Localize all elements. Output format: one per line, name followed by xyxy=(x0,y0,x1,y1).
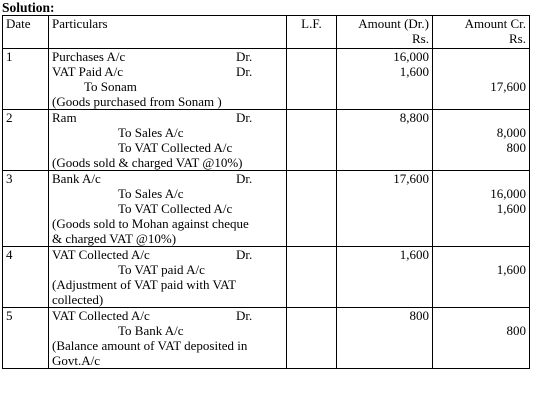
entry-lf xyxy=(287,247,337,308)
entry-particulars xyxy=(49,110,287,171)
entry-particulars xyxy=(49,171,287,247)
particulars-text: & charged VAT @10%) xyxy=(52,231,177,246)
credit-amount: 8,000 xyxy=(496,125,526,140)
debit-amount: 1,600 xyxy=(399,64,429,79)
entry-particulars xyxy=(49,247,287,308)
header-date: Date xyxy=(3,16,49,49)
entry-amount-cr xyxy=(433,110,530,171)
credit-amount xyxy=(436,155,526,170)
entry-amount-cr xyxy=(433,308,530,369)
particulars-line xyxy=(52,262,283,277)
journal-entry-row xyxy=(3,49,530,110)
header-amount-cr-line2: Rs. xyxy=(509,31,526,46)
credit-amount xyxy=(436,338,526,353)
debit-amount xyxy=(340,262,429,277)
header-amount-dr xyxy=(337,16,433,49)
credit-amount xyxy=(436,110,526,125)
entry-amount-dr xyxy=(337,110,433,171)
particulars-line xyxy=(52,94,283,109)
particulars-text: (Goods sold to Mohan against cheque xyxy=(52,216,249,231)
solution-heading: Solution: xyxy=(2,0,55,15)
debit-marker: Dr. xyxy=(236,64,253,79)
entry-lf xyxy=(287,308,337,369)
debit-amount: 1,600 xyxy=(399,247,429,262)
particulars-text: (Adjustment of VAT paid with VAT xyxy=(52,277,237,292)
debit-amount xyxy=(340,216,429,231)
particulars-line xyxy=(52,140,283,155)
debit-amount xyxy=(340,94,429,109)
particulars-text: collected) xyxy=(52,292,104,307)
particulars-text: (Balance amount of VAT deposited in xyxy=(52,338,248,353)
entry-amount-cr xyxy=(433,171,530,247)
debit-marker: Dr. xyxy=(236,171,253,186)
credit-amount xyxy=(436,64,526,79)
particulars-line xyxy=(52,231,283,246)
debit-amount xyxy=(340,155,429,170)
journal-entry-row xyxy=(3,171,530,247)
table-header-row xyxy=(3,16,530,49)
particulars-line xyxy=(52,171,283,186)
particulars-text: To Sales A/c xyxy=(118,186,184,201)
debit-amount xyxy=(340,277,429,292)
debit-amount xyxy=(340,125,429,140)
particulars-text: To Bank A/c xyxy=(118,323,184,338)
credit-amount xyxy=(436,216,526,231)
credit-amount xyxy=(436,94,526,109)
journal-body xyxy=(3,49,530,369)
credit-amount xyxy=(436,292,526,307)
credit-amount xyxy=(436,49,526,64)
particulars-line xyxy=(52,216,283,231)
journal-table xyxy=(2,15,530,369)
entry-date: 4 xyxy=(3,247,49,308)
particulars-line xyxy=(52,353,283,368)
entry-particulars xyxy=(49,308,287,369)
credit-amount: 800 xyxy=(506,323,526,338)
debit-amount xyxy=(340,323,429,338)
debit-marker: Dr. xyxy=(236,247,253,262)
particulars-text: (Goods sold & charged VAT @10%) xyxy=(52,155,243,170)
entry-amount-dr xyxy=(337,247,433,308)
entry-amount-dr xyxy=(337,171,433,247)
credit-amount xyxy=(436,231,526,246)
particulars-text: VAT Collected A/c xyxy=(52,247,150,262)
particulars-line xyxy=(52,79,283,94)
particulars-line xyxy=(52,292,283,307)
debit-amount xyxy=(340,201,429,216)
credit-amount: 17,600 xyxy=(490,79,526,94)
entry-date: 2 xyxy=(3,110,49,171)
header-amount-dr-line2: Rs. xyxy=(412,31,429,46)
entry-lf xyxy=(287,110,337,171)
particulars-line xyxy=(52,125,283,140)
journal-entry-row xyxy=(3,110,530,171)
debit-marker: Dr. xyxy=(236,110,253,125)
particulars-text: To Sonam xyxy=(84,79,137,94)
entry-date: 5 xyxy=(3,308,49,369)
header-amount-cr xyxy=(433,16,530,49)
particulars-text: (Goods purchased from Sonam ) xyxy=(52,94,222,109)
debit-amount xyxy=(340,292,429,307)
credit-amount: 1,600 xyxy=(496,201,526,216)
credit-amount xyxy=(436,171,526,186)
journal-entry-row xyxy=(3,247,530,308)
entry-date: 3 xyxy=(3,171,49,247)
header-amount-dr-line1: Amount (Dr.) xyxy=(358,16,429,31)
particulars-text: VAT Paid A/c xyxy=(52,64,124,79)
entry-lf xyxy=(287,49,337,110)
entry-amount-dr xyxy=(337,49,433,110)
credit-amount xyxy=(436,353,526,368)
debit-amount: 800 xyxy=(409,308,429,323)
particulars-line xyxy=(52,308,283,323)
debit-amount xyxy=(340,79,429,94)
entry-amount-cr xyxy=(433,49,530,110)
entry-date: 1 xyxy=(3,49,49,110)
debit-amount: 8,800 xyxy=(399,110,429,125)
credit-amount xyxy=(436,277,526,292)
particulars-text: To VAT paid A/c xyxy=(118,262,205,277)
debit-amount xyxy=(340,140,429,155)
particulars-text: Govt.A/c xyxy=(52,353,101,368)
particulars-line xyxy=(52,247,283,262)
debit-amount xyxy=(340,231,429,246)
debit-amount xyxy=(340,186,429,201)
header-lf: L.F. xyxy=(287,16,337,49)
journal-entry-row xyxy=(3,308,530,369)
particulars-line xyxy=(52,110,283,125)
debit-amount xyxy=(340,338,429,353)
credit-amount: 16,000 xyxy=(490,186,526,201)
particulars-line xyxy=(52,186,283,201)
particulars-text: Purchases A/c xyxy=(52,49,126,64)
debit-amount xyxy=(340,353,429,368)
particulars-line xyxy=(52,323,283,338)
debit-marker: Dr. xyxy=(236,49,253,64)
credit-amount: 800 xyxy=(506,140,526,155)
debit-amount: 16,000 xyxy=(393,49,429,64)
credit-amount xyxy=(436,308,526,323)
header-amount-cr-line1: Amount Cr. xyxy=(464,16,526,31)
particulars-line xyxy=(52,277,283,292)
credit-amount: 1,600 xyxy=(496,262,526,277)
particulars-line xyxy=(52,201,283,216)
entry-amount-dr xyxy=(337,308,433,369)
credit-amount xyxy=(436,247,526,262)
particulars-line xyxy=(52,64,283,79)
particulars-line xyxy=(52,49,283,64)
particulars-text: To Sales A/c xyxy=(118,125,184,140)
particulars-text: VAT Collected A/c xyxy=(52,308,150,323)
particulars-text: Bank A/c xyxy=(52,171,101,186)
debit-amount: 17,600 xyxy=(393,171,429,186)
particulars-line xyxy=(52,155,283,170)
particulars-text: To VAT Collected A/c xyxy=(118,140,233,155)
entry-lf xyxy=(287,171,337,247)
particulars-line xyxy=(52,338,283,353)
header-particulars: Particulars xyxy=(49,16,287,49)
particulars-text: To VAT Collected A/c xyxy=(118,201,233,216)
particulars-text: Ram xyxy=(52,110,77,125)
entry-particulars xyxy=(49,49,287,110)
debit-marker: Dr. xyxy=(236,308,253,323)
entry-amount-cr xyxy=(433,247,530,308)
